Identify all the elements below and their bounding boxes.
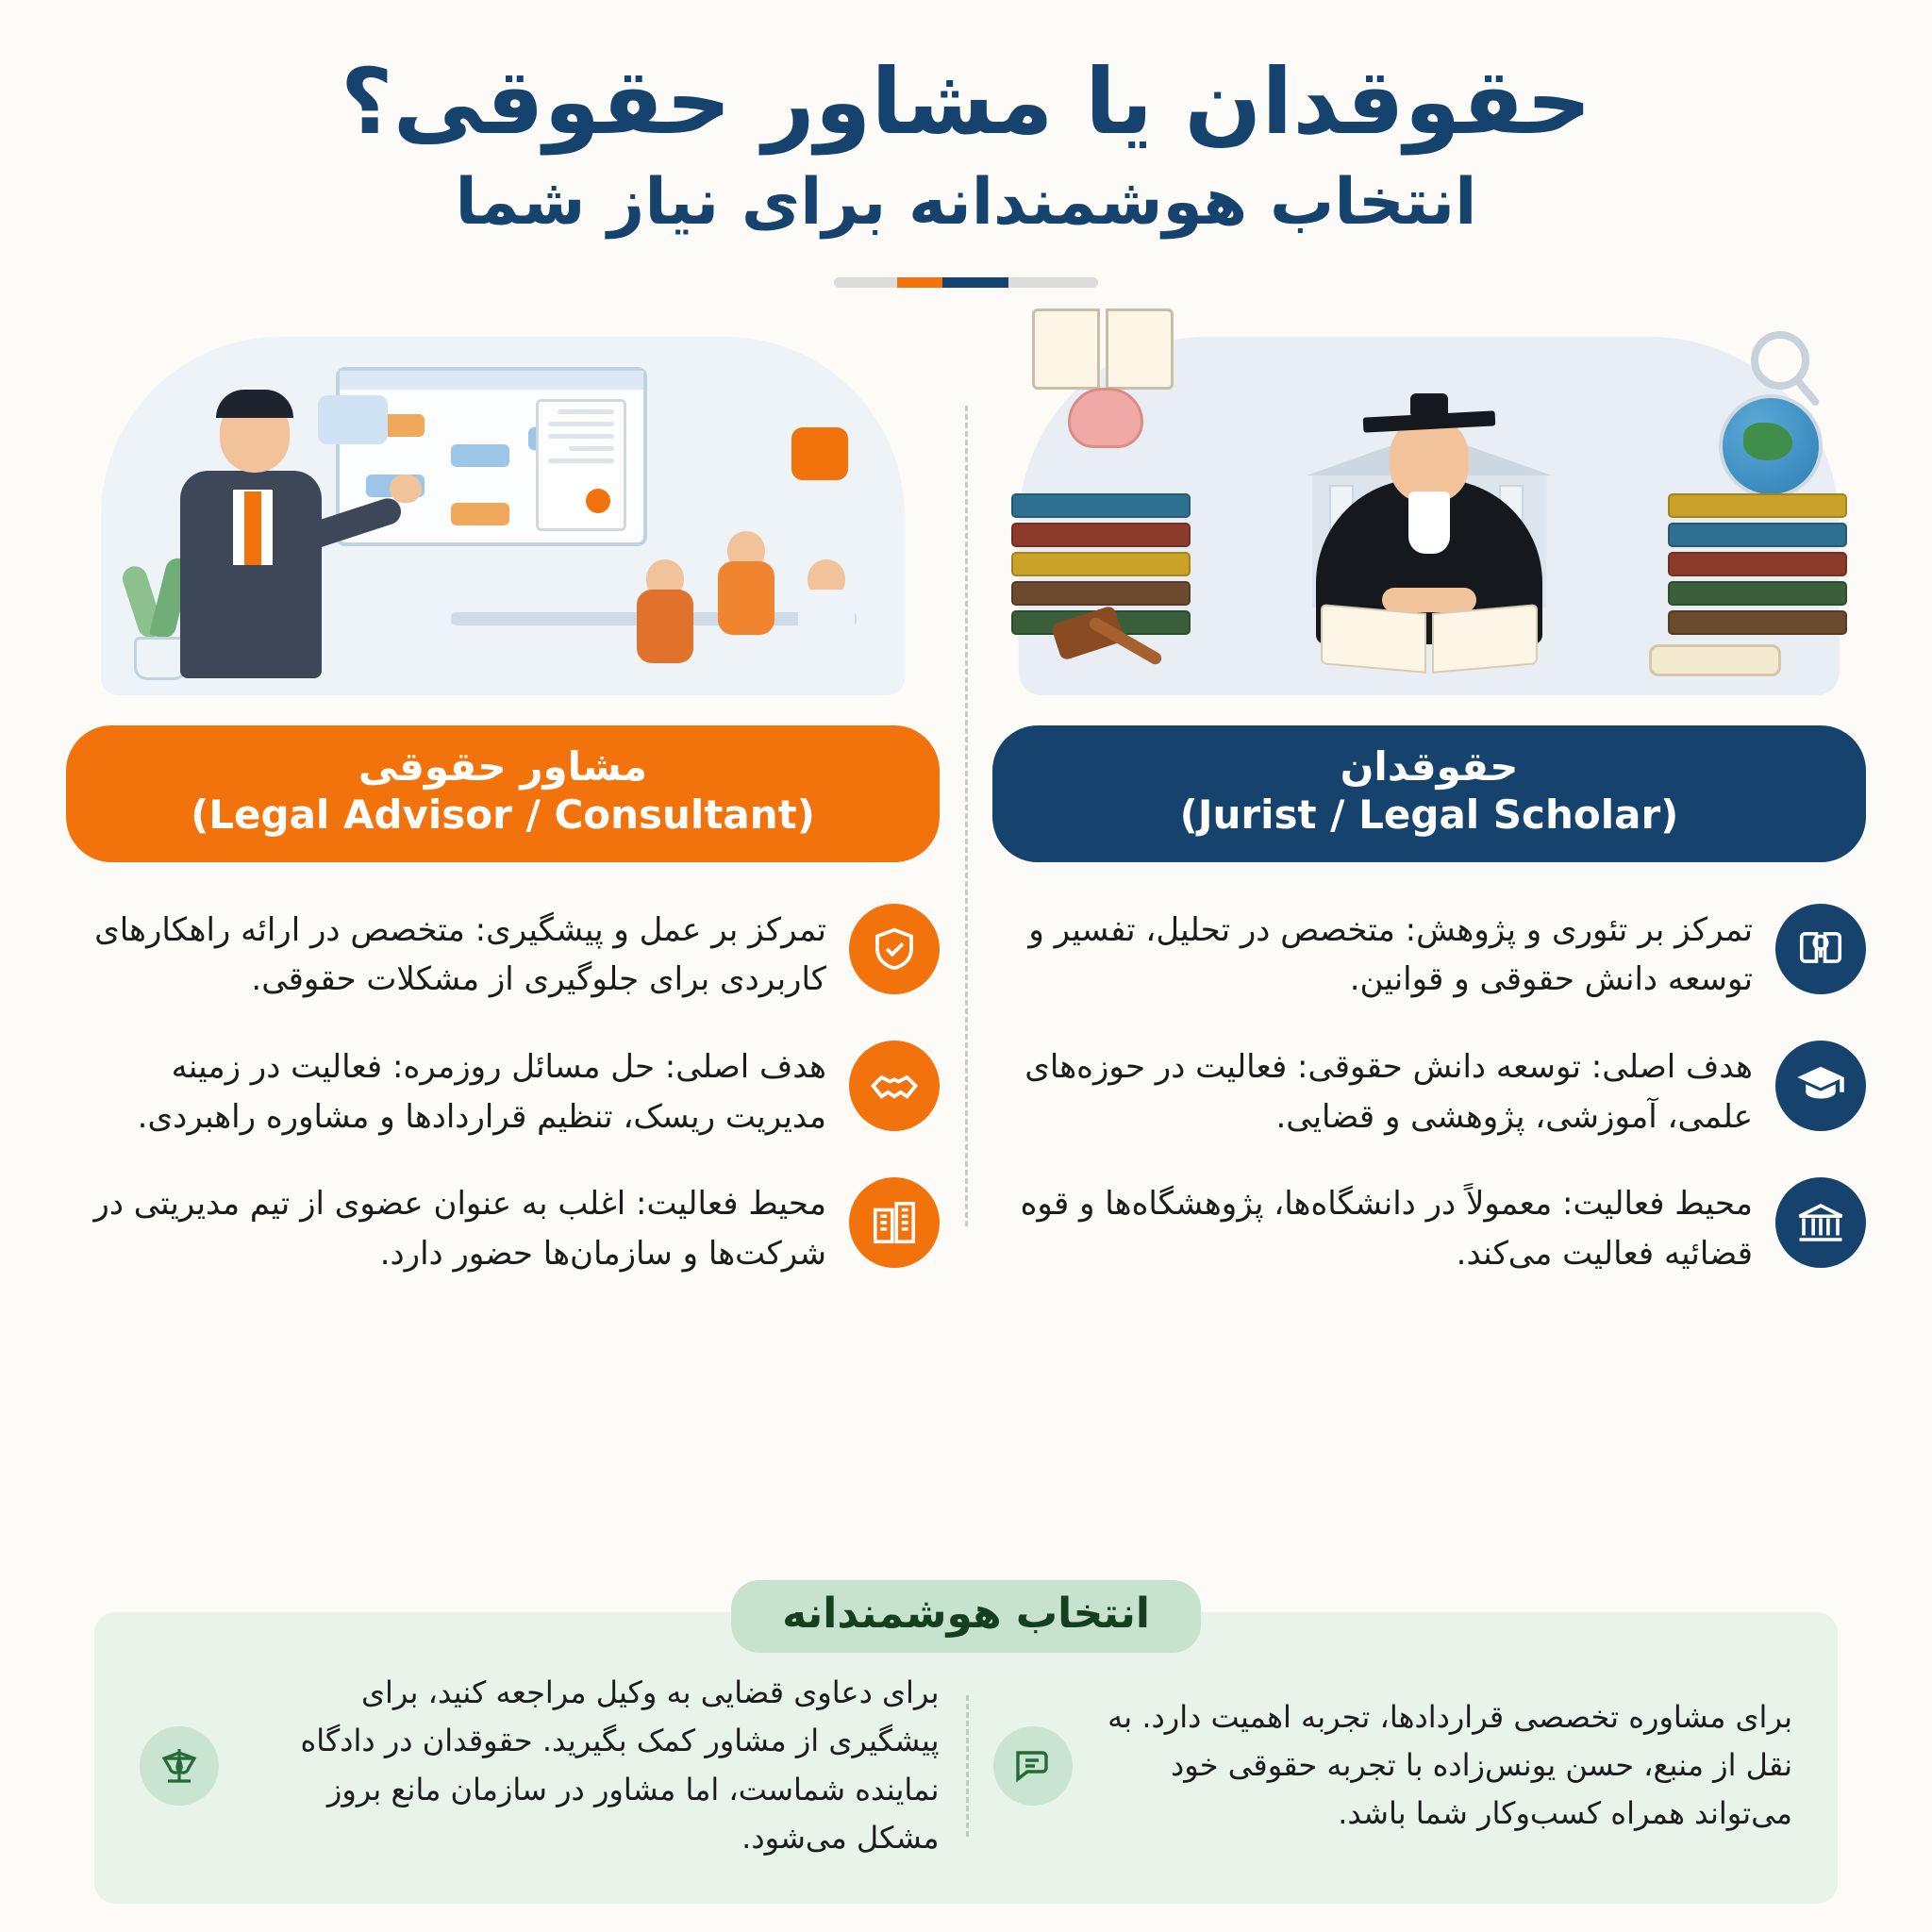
book-stack-right [1668, 489, 1847, 635]
jurist-column [992, 305, 1866, 1279]
graduation-cap-icon [1775, 1041, 1866, 1131]
diploma-scroll-graphic [1649, 644, 1781, 676]
brain-book-icon [1775, 904, 1866, 994]
list-item-text: محیط فعالیت: معمولاً در دانشگاه‌ها، پژوهشگاه‌ها و قوه قضائیه فعالیت می‌کند. [1020, 1185, 1753, 1273]
smart-choice-left-text: برای دعاوی قضایی به وکیل مراجعه کنید، برای پیشگیری از مشاور کمک بگیرید. حقوقدان در دادگاه نماینده شماست، اما مشاور در سازمان مانع بروز مشکل می‌شود. [300, 1674, 940, 1856]
page-title: حقوقدان یا مشاور حقوقی؟ [340, 49, 1592, 155]
open-book-table [1321, 608, 1538, 675]
gavel-graphic [1047, 614, 1160, 669]
scales-of-justice-icon [140, 1726, 219, 1806]
list-item-text: محیط فعالیت: اغلب به عنوان عضوی از تیم مدیریتی در شرکت‌ها و سازمان‌ها حضور دارد. [93, 1185, 826, 1273]
seated-person [633, 567, 695, 680]
advisor-label-en: (Legal Advisor / Consultant) [191, 791, 815, 839]
smart-choice-icons [966, 1695, 1073, 1837]
smart-choice-title: انتخاب هوشمندانه [731, 1580, 1201, 1653]
title-divider [834, 277, 1098, 288]
list-item [992, 1041, 1866, 1141]
jurist-label-pill [992, 725, 1866, 862]
list-item [66, 904, 940, 1005]
advisor-label-fa: مشاور حقوقی [358, 742, 648, 790]
courthouse-icon [1775, 1177, 1866, 1268]
advisor-figure [158, 386, 356, 678]
list-item [992, 1177, 1866, 1278]
page-subtitle: انتخاب هوشمندانه برای نیاز شما [455, 165, 1477, 241]
legal-advisor-illustration [66, 305, 940, 701]
office-building-icon [849, 1177, 940, 1268]
seated-person [794, 567, 857, 680]
list-item-text: هدف اصلی: توسعه دانش حقوقی: فعالیت در حوزه‌های علمی، آموزشی، پژوهشی و قضایی. [1024, 1047, 1753, 1136]
globe-graphic [1719, 394, 1823, 498]
seated-person [714, 539, 776, 652]
brain-graphic [1068, 388, 1143, 448]
column-separator [965, 406, 968, 1226]
gear-bubble-icon [791, 427, 848, 480]
handshake-icon [849, 1041, 940, 1131]
jurist-label-en: (Jurist / Legal Scholar) [1179, 791, 1679, 839]
advisor-column [66, 305, 940, 1279]
jurist-feature-list [992, 904, 1866, 1279]
shield-gear-icon [849, 904, 940, 994]
list-item-text: تمرکز بر تئوری و پژوهش: متخصص در تحلیل، تفسیر و توسعه دانش حقوقی و قوانین. [1028, 910, 1753, 999]
list-item [66, 1177, 940, 1278]
contract-document [536, 399, 626, 531]
magnifier-graphic [1751, 331, 1809, 390]
advisor-label-pill [66, 725, 940, 862]
smart-choice-section [94, 1590, 1838, 1904]
chat-bubble-icon [993, 1726, 1073, 1806]
advisor-feature-list [66, 904, 940, 1279]
list-item-text: تمرکز بر عمل و پیشگیری: متخصص در ارائه راهکارهای کاربردی برای جلوگیری از مشکلات حقوقی. [94, 910, 826, 999]
list-item-text: هدف اصلی: حل مسائل روزمره: فعالیت در زمینه مدیریت ریسک، تنظیم قراردادها و مشاوره راهبردی. [137, 1047, 826, 1136]
jurist-illustration [992, 305, 1866, 701]
jurist-label-fa: حقوقدان [1340, 742, 1519, 790]
smart-choice-right-text: برای مشاوره تخصصی قراردادها، تجربه اهمیت دارد. به نقل از منبع، حسن یونس‌زاده با تجربه حقوقی خود می‌تواند همراه کسب‌وکار شما باشد. [1108, 1698, 1792, 1832]
open-book-graphic [1032, 308, 1174, 390]
header [0, 0, 1932, 288]
list-item [66, 1041, 940, 1141]
list-item [992, 904, 1866, 1005]
